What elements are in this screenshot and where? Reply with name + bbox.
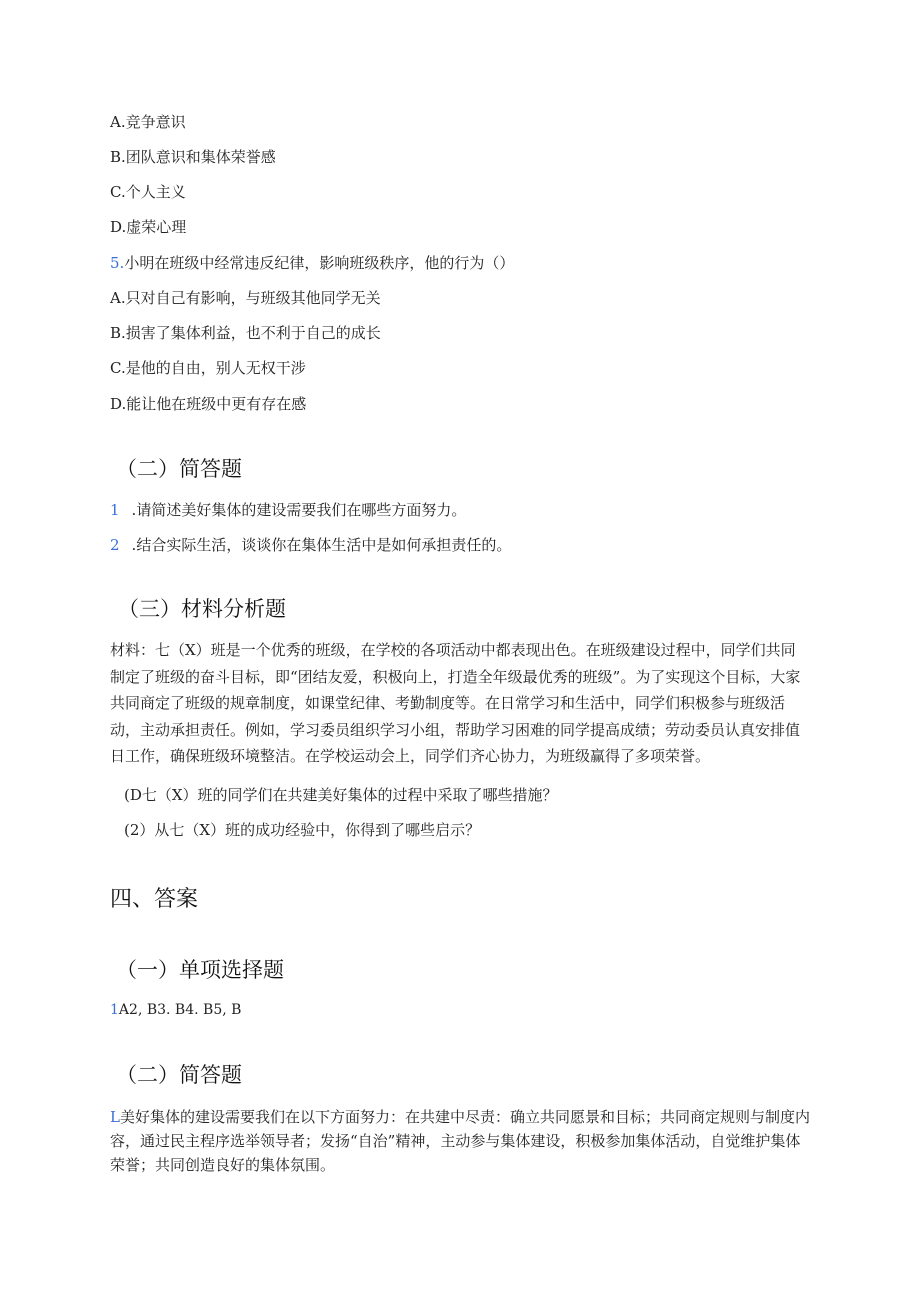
question-stem: 小明在班级中经常违反纪律，影响班级秩序，他的行为（） [124,254,515,272]
option-d: D.虚荣心理 [110,218,187,236]
question-text: .请简述美好集体的建设需要我们在哪些方面努力。 [131,501,467,519]
option-b: B.团队意识和集体荣誉感 [110,148,276,166]
question-5 [110,253,514,273]
answers-mc-line [110,1000,241,1020]
option-c: C.是他的自由，别人无权干涉 [110,359,306,377]
answer-text: A2, B3. B4. B5, B [118,1002,242,1018]
section-heading-answers: 四、答案 [110,887,199,912]
short-question-1 [110,500,466,520]
option-b: B.损害了集体利益，也不利于自己的成长 [110,324,381,342]
answer-number: L [110,1108,120,1126]
question-number: 5. [110,254,125,272]
short-question-2 [110,535,511,555]
answers-short-paragraph [110,1105,810,1177]
section-heading-short-answer: （二）简答题 [116,457,242,481]
question-number: 1 [110,501,120,519]
question-number: 2 [110,536,120,554]
option-a: A.只对自己有影响，与班级其他同学无关 [110,289,381,307]
answer-number: 1 [110,1002,119,1018]
section-heading-material-analysis: （三）材料分析题 [118,597,286,621]
option-c: C.个人主义 [110,183,186,201]
material-paragraph: 材料：七（X）班是一个优秀的班级，在学校的各项活动中都表现出色。在班级建设过程中，同学们共同制定了班级的奋斗目标，即“团结友爱，积极向上，打造全年级最优秀的班级”。为了实现这个目标，大家共同商定了班级的规章制度，如课堂纪律、考勤制度等。在日常学习和生活中，同学们积极参与班级活动，主动承担责任。例如，学习委员组织学习小组，帮助学习困难的同学提高成绩；劳动委员认真安排值日工作，确保班级环境整洁。在学校运动会上，同学们齐心协力，为班级赢得了多项荣誉。 [110,641,801,765]
option-a: A.竞争意识 [110,113,186,131]
answer-text: 美好集体的建设需要我们在以下方面努力：在共建中尽责：确立共同愿景和目标；共同商定规则与制度内容，通过民主程序选举领导者；发扬“自治”精神，主动参与集体建设，积极参加集体活动，自觉维护集体荣誉；共同创造良好的集体氛围。 [110,1108,810,1174]
answers-short-heading: （二）简答题 [116,1063,242,1087]
answers-mc-heading: （一）单项选择题 [116,958,284,982]
material-question-2: (2）从七（X）班的成功经验中，你得到了哪些启示？ [124,821,481,839]
material-question-1: (D七（X）班的同学们在共建美好集体的过程中采取了哪些措施？ [124,786,558,804]
option-d: D.能让他在班级中更有存在感 [110,395,307,413]
question-text: .结合实际生活，谈谈你在集体生活中是如何承担责任的。 [131,536,512,554]
